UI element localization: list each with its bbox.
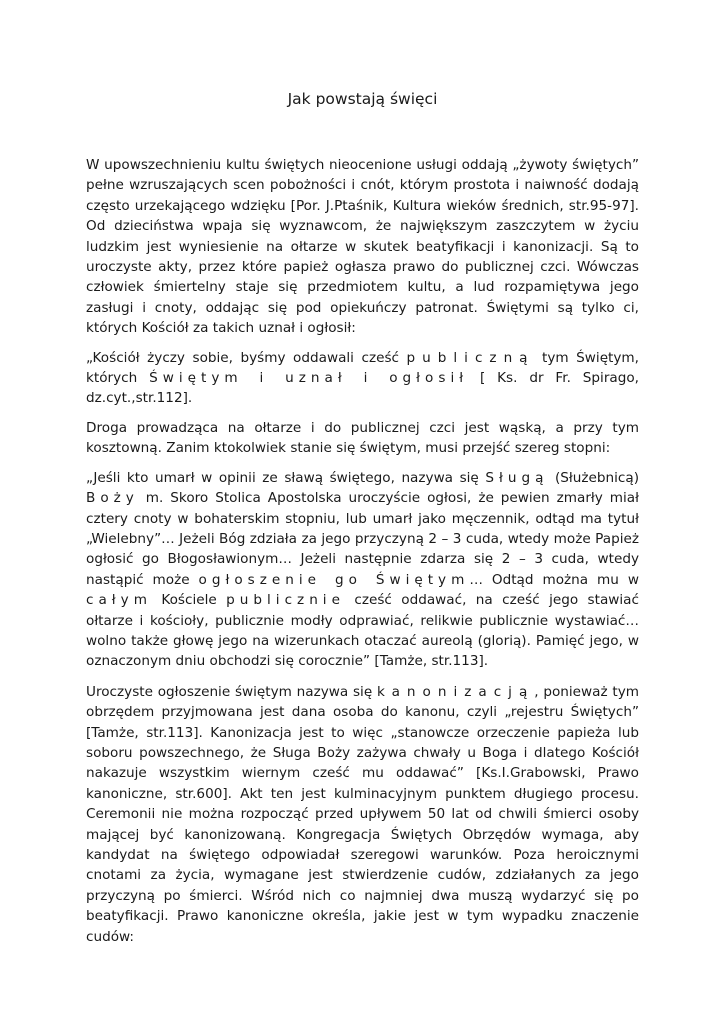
p5-text-c: , ponieważ tym obrzędem przyjmowana jest dana osoba do kanonu, czyli „rejestru Świętych” [Tamże, str.113]. Kanonizacja jest to więc „stanowcze orzeczenie papieża lub soboru powszechnego, że Sługa Boży zażywa chwały u Boga i dlatego Kościół nakazuje wszystkim wiernym cześć mu oddawać” [Ks.I.Grabowski, Prawo kanoniczne, str.600]. Akt ten jest kulminacyjnym punktem długiego procesu. Ceremonii nie można rozpocząć przed upływem 50 lat od chwili śmierci osoby mającej być kanonizowaną. Kongregacja Świętych Obrzędów wymaga, aby kandydat na świętego odpowiadał szeregowi warunków. Poza heroicznymi cnotami za życia, wymagane jest stwierdzenie cudów, zdziałanych za jego przyczyną po śmierci. Wśród nich co najmniej dwa muszą wydarzyć się po beatyfikacji. Prawo kanoniczne określa, jakie jest w tym wypadku znaczenie cudów:	[86, 683, 639, 945]
p4-spaced-bozy: Boży	[86, 490, 139, 507]
p4-text-k: cześć oddawać, na cześć jego stawiać ołtarze i kościoły, publicznie modły odprawiać, relikwie publicznie wystawiać… wolno także głowę jego na wizerunkach otaczać aureolą (glorią). Pamięć jego, w oznaczonym dniu obchodzi się corocznie” [Tamże, str.113].	[86, 592, 639, 670]
p4-spaced-ogloszenie: ogłoszenie go Świętym	[198, 571, 470, 588]
document-page	[86, 0, 639, 947]
paragraph-4-quote	[86, 468, 639, 672]
p4-spaced-calym: całym	[86, 592, 152, 609]
p4-text-e: m. Skoro Stolica Apostolska uroczyście ogłosi, że pewien zmarły miał cztery cnoty w bohaterskim stopniu, lub umarł jako męczennik, odtąd ma tytuł „Wielebny”… Jeżeli Bóg zdziała za jego przyczyną 2 – 3 cuda, wtedy może Papież ogłosić go Błogosławionym… Jeżeli następnie zdarza się 2 – 3 cuda, wtedy nastąpić może	[86, 490, 639, 588]
p2-spaced-swietym: Świętym i uznał i ogłosił	[149, 370, 469, 387]
page-title: Jak powstają święci	[287, 90, 438, 108]
p4-text-c: (Służebnicą)	[548, 469, 640, 486]
p2-text-a: „Kościół życzy sobie, byśmy oddawali cześć	[86, 349, 407, 366]
paragraph-1: W upowszechnieniu kultu świętych nieocenione usługi oddają „żywoty świętych” pełne wzruszających scen pobożności i cnót, którym prostota i naiwność dodają często urzekającego wdzięku [Por. J.Ptaśnik, Kultura wieków średnich, str.95-97]. Od dzieciństwa wpaja się wyznawcom, że największym zaszczytem w życiu ludzkim jest wyniesienie na ołtarze w skutek beatyfikacji i kanonizacji. Są to uroczyste akty, przez które papież ogłasza prawo do publicznej czci. Wówczas człowiek śmiertelny staje się przedmiotem kultu, a lud rozpamiętywa jego zasługi i cnoty, oddając się pod opiekuńczy patronat. Świętymi są tylko ci, których Kościół za takich uznał i ogłosił:	[86, 157, 639, 337]
p4-text-i: Kościele	[151, 592, 227, 609]
p4-spaced-publicznie: publicznie	[226, 592, 345, 609]
p2-spaced-publiczna: publiczną	[406, 349, 535, 366]
paragraph-3: Droga prowadząca na ołtarze i do publicznej czci jest wąską, a przy tym kosztowną. Zanim ktokolwiek stanie się świętym, musi przejść szereg stopni:	[86, 419, 639, 457]
p4-text-a: „Jeśli kto umarł w opinii ze sławą świętego, nazywa się	[86, 469, 486, 486]
p2-text-c: tym Świętym, których	[86, 349, 639, 387]
p5-spaced-kanonizacja: kanonizacją	[376, 683, 535, 700]
paragraph-2-quote	[86, 348, 639, 409]
p4-spaced-sluga: Sługą	[485, 469, 549, 486]
paragraph-5	[86, 682, 639, 947]
p4-text-g: … Odtąd można mu w	[469, 571, 639, 588]
p5-text-a: Uroczyste ogłoszenie świętym nazywa się	[86, 683, 377, 700]
p2-text-e: [ Ks. dr Fr. Spirago, dz.cyt.,str.112].	[86, 370, 640, 407]
